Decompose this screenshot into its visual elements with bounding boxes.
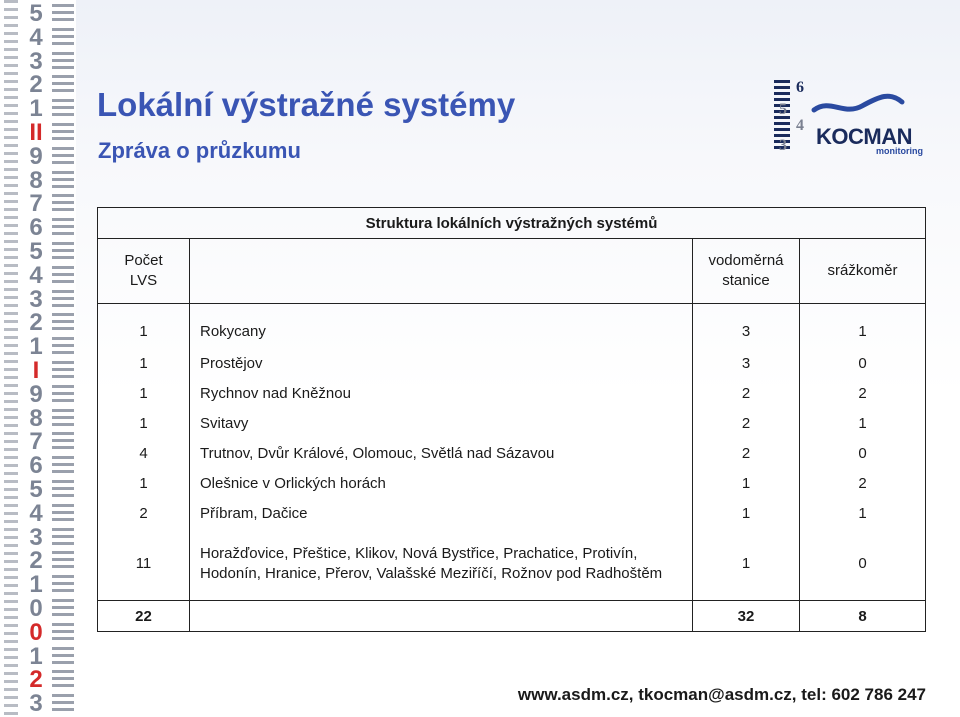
row-rain-gauge: 0 — [800, 438, 926, 468]
row-count: 1 — [98, 378, 190, 408]
sidebar-bars — [52, 551, 74, 572]
sidebar-glyph: 3 — [29, 285, 43, 313]
row-rain-gauge: 2 — [800, 378, 926, 408]
lvs-structure-table — [97, 207, 926, 632]
sidebar-bars — [52, 313, 74, 334]
sidebar-glyph: 8 — [29, 404, 43, 432]
row-count: 4 — [98, 438, 190, 468]
sidebar-bars — [52, 99, 74, 120]
sidebar-bars — [52, 694, 74, 715]
table-row — [98, 468, 926, 498]
sidebar-glyph: 3 — [29, 47, 43, 75]
table-row — [98, 408, 926, 438]
sidebar-bars — [52, 480, 74, 501]
sidebar-bars — [52, 194, 74, 215]
total-label — [190, 601, 693, 632]
sidebar-glyph: 2 — [29, 666, 43, 694]
sidebar-bars — [52, 28, 74, 49]
row-water-station: 3 — [693, 304, 800, 349]
table-caption-row — [98, 208, 926, 239]
table-row — [98, 528, 926, 601]
sidebar-bars — [52, 147, 74, 168]
sidebar-bars — [52, 361, 74, 382]
sidebar-bars — [52, 385, 74, 406]
row-water-station: 1 — [693, 498, 800, 528]
table-row — [98, 438, 926, 468]
sidebar-glyph: 5 — [29, 0, 43, 27]
table-row — [98, 348, 926, 378]
row-name: Příbram, Dačice — [190, 498, 693, 528]
total-water: 32 — [693, 601, 800, 632]
row-rain-gauge: 0 — [800, 348, 926, 378]
row-name: Olešnice v Orlických horách — [190, 468, 693, 498]
row-water-station: 1 — [693, 468, 800, 498]
sidebar-glyph: 6 — [29, 452, 43, 480]
row-name: Rychnov nad Kněžnou — [190, 378, 693, 408]
row-water-station: 3 — [693, 348, 800, 378]
sidebar-bars — [52, 4, 74, 25]
sidebar-glyph: 4 — [29, 23, 43, 51]
table-row — [98, 304, 926, 349]
sidebar-bars — [52, 432, 74, 453]
sidebar-bars — [52, 242, 74, 263]
row-count: 1 — [98, 304, 190, 349]
sidebar-glyph: 3 — [29, 523, 43, 551]
sidebar-glyph: 8 — [29, 166, 43, 194]
sidebar-bars — [52, 647, 74, 668]
row-water-station: 2 — [693, 378, 800, 408]
sidebar-bars — [52, 290, 74, 311]
footer — [76, 676, 960, 716]
sidebar-bars — [52, 123, 74, 144]
table-caption: Struktura lokálních výstražných systémů — [98, 208, 926, 239]
sidebar-glyph: 1 — [29, 333, 43, 361]
footer-contact: www.asdm.cz, tkocman@asdm.cz, tel: 602 786 247 — [517, 685, 926, 704]
table-row — [98, 378, 926, 408]
sidebar-bars — [52, 456, 74, 477]
logo-digit-3: 3 — [779, 137, 787, 154]
row-name: Rokycany — [190, 304, 693, 349]
sidebar-bars — [52, 623, 74, 644]
sidebar-glyph: I — [32, 357, 40, 384]
sidebar-glyph: 7 — [29, 428, 43, 456]
sidebar-bars — [52, 670, 74, 691]
row-name: Trutnov, Dvůr Králové, Olomouc, Světlá nad Sázavou — [190, 438, 693, 468]
sidebar-bars — [52, 266, 74, 287]
row-rain-gauge: 1 — [800, 304, 926, 349]
decorative-sidebar — [0, 0, 76, 716]
total-count: 22 — [98, 601, 190, 632]
sidebar-glyph: 3 — [29, 690, 43, 717]
row-rain-gauge: 1 — [800, 408, 926, 438]
sidebar-glyph: 1 — [29, 95, 43, 123]
table-total-row — [98, 601, 926, 632]
sidebar-glyph: 2 — [29, 547, 43, 575]
sidebar-glyph: 0 — [29, 618, 43, 646]
row-name: Svitavy — [190, 408, 693, 438]
sidebar-glyph: 2 — [29, 71, 43, 99]
row-count: 2 — [98, 498, 190, 528]
header-water-station: vodoměrná stanice — [693, 239, 800, 304]
header-count: Počet LVS — [98, 239, 190, 304]
sidebar-bars — [52, 75, 74, 96]
sidebar-glyph: 4 — [29, 261, 43, 289]
sidebar-bars — [52, 52, 74, 73]
sidebar-glyph: 7 — [29, 190, 43, 218]
sidebar-bars — [52, 599, 74, 620]
logo-digit-6: 6 — [796, 79, 804, 96]
sidebar-glyph: 5 — [29, 238, 43, 265]
sidebar-glyph: II — [29, 119, 43, 146]
row-count: 11 — [98, 528, 190, 601]
sidebar-bars — [52, 575, 74, 596]
row-rain-gauge: 1 — [800, 498, 926, 528]
row-water-station: 2 — [693, 438, 800, 468]
logo-digit-5: 5 — [779, 101, 787, 118]
sidebar-glyph: 0 — [29, 595, 43, 622]
sidebar-bars — [52, 337, 74, 358]
sidebar-glyph: 5 — [29, 476, 43, 503]
row-rain-gauge: 0 — [800, 528, 926, 601]
table-header-row — [98, 239, 926, 304]
header-name — [190, 239, 693, 304]
header-rain-gauge: srážkoměr — [800, 239, 926, 304]
sidebar-glyph: 9 — [29, 380, 43, 408]
sidebar-glyph: 1 — [29, 571, 43, 599]
sidebar-bars — [52, 218, 74, 239]
logo-tagline: monitoring — [876, 146, 923, 156]
sidebar-bars — [52, 528, 74, 549]
row-count: 1 — [98, 348, 190, 378]
sidebar-glyph: 4 — [29, 499, 43, 527]
logo-digit-4: 4 — [796, 117, 804, 134]
sidebar-bars — [52, 171, 74, 192]
row-water-station: 2 — [693, 408, 800, 438]
row-rain-gauge: 2 — [800, 468, 926, 498]
page-subtitle: Zpráva o průzkumu — [98, 138, 301, 163]
row-water-station: 1 — [693, 528, 800, 601]
total-rain: 8 — [800, 601, 926, 632]
table-row — [98, 498, 926, 528]
row-count: 1 — [98, 408, 190, 438]
sidebar-glyph: 2 — [29, 309, 43, 337]
row-name: Prostějov — [190, 348, 693, 378]
logo-brand: KOCMAN — [816, 124, 912, 149]
row-name: Horažďovice, Přeštice, Klikov, Nová Bystřice, Prachatice, Protivín, Hodonín, Hranice, Přerov, Valašské Meziříčí, Rožnov pod Radhoštěm — [190, 528, 693, 601]
sidebar-bars — [52, 504, 74, 525]
page-title: Lokální výstražné systémy — [97, 86, 516, 123]
sidebar-glyph: 6 — [29, 214, 43, 242]
sidebar-hatching — [4, 0, 18, 716]
sidebar-bars — [52, 409, 74, 430]
sidebar-glyph: 9 — [29, 142, 43, 170]
row-count: 1 — [98, 468, 190, 498]
sidebar-glyph: 1 — [29, 642, 43, 670]
